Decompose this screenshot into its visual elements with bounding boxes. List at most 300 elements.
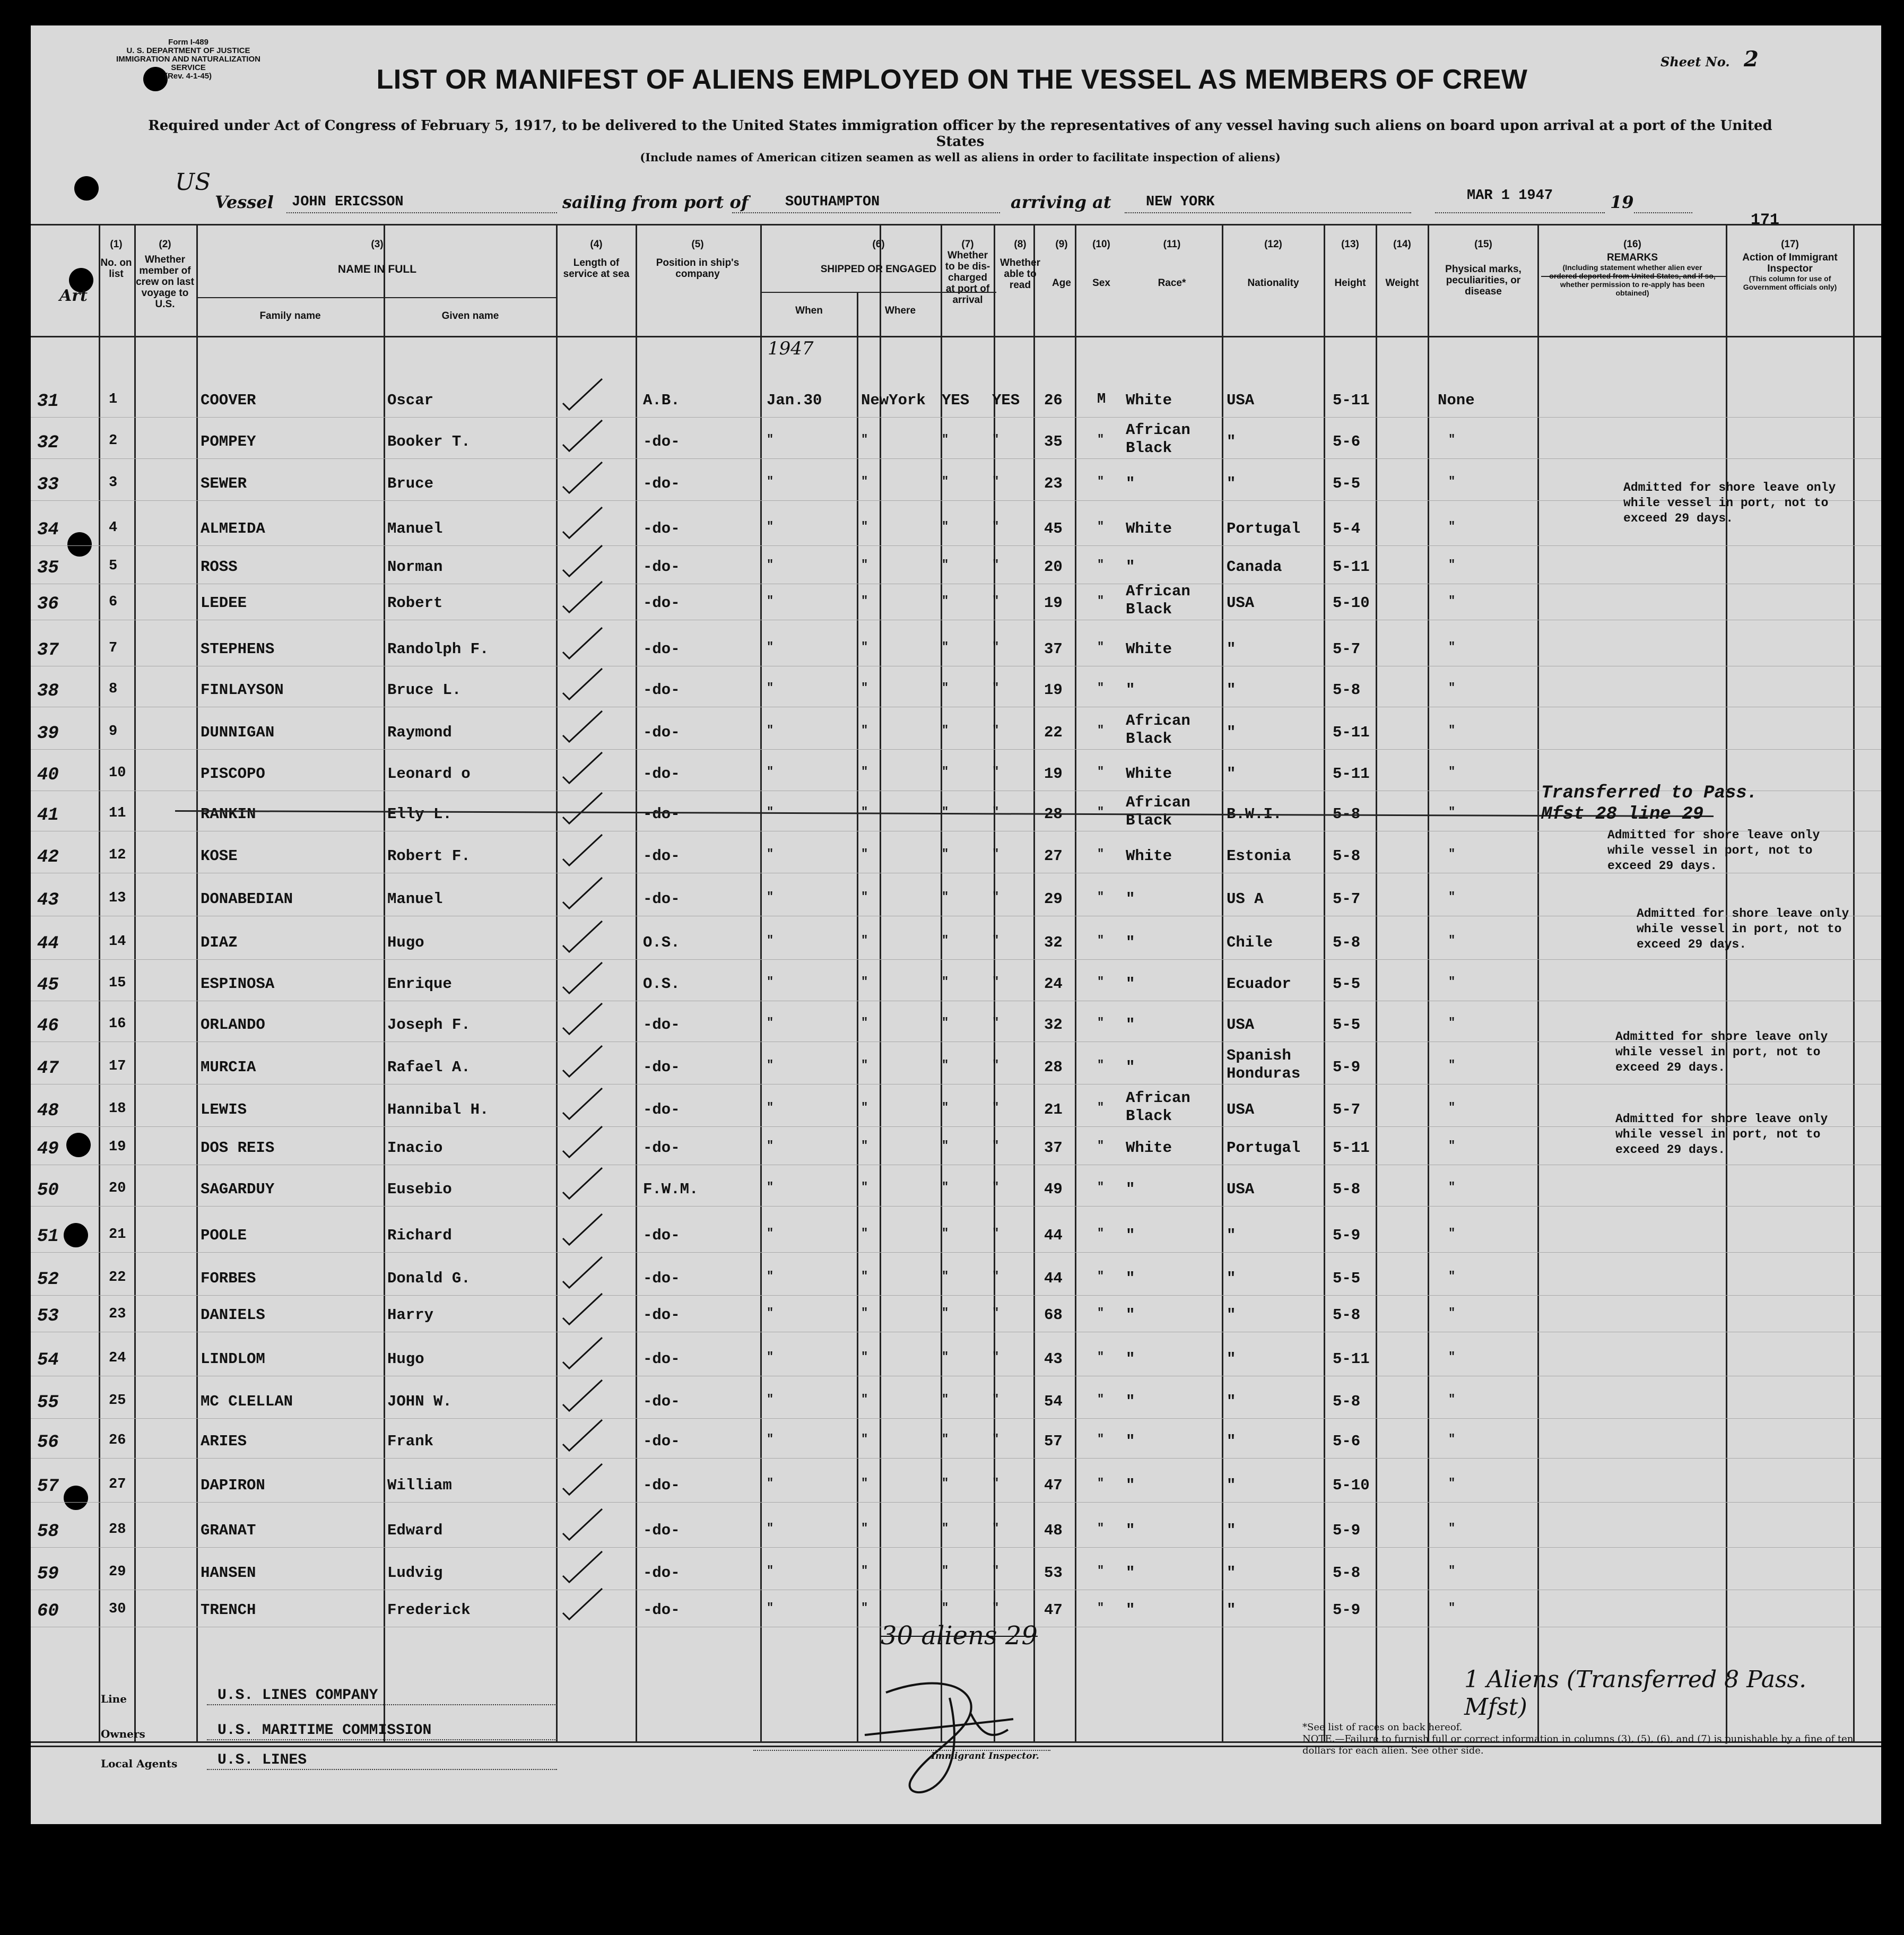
col-header-no xyxy=(100,239,133,280)
position: -do- xyxy=(643,1393,680,1410)
sex: " xyxy=(1097,1101,1105,1114)
remark-line: exceed 29 days. xyxy=(1615,1143,1726,1157)
age: 28 xyxy=(1044,805,1063,823)
check-mark-icon xyxy=(560,874,607,912)
col-header-weight xyxy=(1377,239,1427,289)
col-title: Age xyxy=(1052,277,1071,289)
ref-number: 44 xyxy=(37,934,59,954)
race: " xyxy=(1126,1181,1135,1198)
remark-note xyxy=(1637,906,1849,952)
race: White xyxy=(1126,847,1172,865)
line-number: 11 xyxy=(109,805,126,821)
line-number: 7 xyxy=(109,640,118,656)
col-header-nationality xyxy=(1223,239,1323,289)
nationality: " xyxy=(1227,681,1236,699)
check-mark-icon xyxy=(560,1043,607,1080)
ref-number: 48 xyxy=(37,1101,59,1121)
col-number: (5) xyxy=(691,239,704,250)
left-margin-label: Art xyxy=(59,287,88,305)
col-title: Height xyxy=(1334,277,1366,289)
age: 32 xyxy=(1044,934,1063,951)
height: 5-5 xyxy=(1333,1270,1361,1287)
given-name: JOHN W. xyxy=(387,1393,452,1410)
shipped-col-divider xyxy=(857,293,858,1741)
shipped-where: " xyxy=(861,890,868,904)
row-rule xyxy=(31,458,1881,459)
nationality: " xyxy=(1227,1601,1236,1619)
able-to-read: " xyxy=(992,1270,999,1283)
shipped-when: " xyxy=(767,890,774,904)
line-number: 5 xyxy=(109,558,118,574)
able-to-read: " xyxy=(992,1601,999,1615)
able-to-read: " xyxy=(992,640,999,654)
height: 5-8 xyxy=(1333,934,1361,951)
col-number: (11) xyxy=(1163,239,1181,250)
physical-marks: " xyxy=(1448,1181,1456,1194)
check-mark-icon xyxy=(560,1290,607,1327)
race: " xyxy=(1126,1477,1135,1494)
date-rule xyxy=(1435,212,1605,213)
given-name: Joseph F. xyxy=(387,1016,471,1034)
col-header-race xyxy=(1123,239,1221,289)
line-label: Line xyxy=(101,1693,127,1705)
shipped-where: " xyxy=(861,805,868,819)
position: -do- xyxy=(643,1477,680,1494)
position: -do- xyxy=(643,1227,680,1244)
family-name: ALMEIDA xyxy=(201,520,265,537)
given-name: Rafael A. xyxy=(387,1058,471,1076)
row-rule xyxy=(31,1252,1881,1253)
col-header-when: When xyxy=(795,305,823,316)
physical-marks: " xyxy=(1448,934,1456,947)
col-title: Action of Immigrant Inspector xyxy=(1742,252,1838,274)
height: 5-11 xyxy=(1333,765,1370,783)
physical-marks: " xyxy=(1448,1016,1456,1029)
nationality: USA xyxy=(1227,1181,1255,1198)
line-number: 24 xyxy=(109,1350,126,1366)
agents-rule xyxy=(207,1769,557,1770)
physical-marks: " xyxy=(1448,890,1456,904)
shipped-when: " xyxy=(767,520,774,533)
ref-number: 38 xyxy=(37,681,59,701)
year-label: 19 xyxy=(1610,192,1634,212)
shipped-when: " xyxy=(767,724,774,737)
age: 19 xyxy=(1044,765,1063,783)
position: O.S. xyxy=(643,934,680,951)
position: -do- xyxy=(643,1139,680,1157)
col-number: (4) xyxy=(590,239,603,250)
race: " xyxy=(1126,1058,1135,1076)
col-header-name xyxy=(197,239,557,275)
col-number: (13) xyxy=(1341,239,1359,250)
discharged: " xyxy=(942,1058,949,1072)
able-to-read: " xyxy=(992,890,999,904)
sex: " xyxy=(1097,805,1105,819)
position: -do- xyxy=(643,847,680,865)
ref-number: 45 xyxy=(37,975,59,995)
col-header-sex xyxy=(1082,239,1120,289)
check-mark-icon xyxy=(560,417,607,454)
physical-marks: " xyxy=(1448,805,1456,819)
name-col-divider xyxy=(384,298,385,1741)
form-id-line: IMMIGRATION AND NATURALIZATION SERVICE xyxy=(116,55,260,72)
shipped-when: " xyxy=(767,1227,774,1240)
given-name: Oscar xyxy=(387,392,434,409)
line-number: 21 xyxy=(109,1227,126,1243)
able-to-read: " xyxy=(992,1306,999,1320)
check-mark-icon xyxy=(560,542,607,579)
col-number: (12) xyxy=(1264,239,1282,250)
owners-value: U.S. MARITIME COMMISSION xyxy=(218,1722,432,1739)
col-number: (7) xyxy=(961,239,974,250)
col-number: (2) xyxy=(159,239,171,250)
age: 28 xyxy=(1044,1058,1063,1076)
height: 5-8 xyxy=(1333,681,1361,699)
given-name: Robert F. xyxy=(387,847,471,865)
nationality: Canada xyxy=(1227,558,1282,576)
race: White xyxy=(1126,640,1172,658)
discharged: " xyxy=(942,640,949,654)
row-rule xyxy=(31,1295,1881,1296)
height: 5-8 xyxy=(1333,1306,1361,1324)
col-title: Whether to be dis-charged at port of arrival xyxy=(945,250,990,306)
sex: " xyxy=(1097,1227,1105,1240)
shipped-when: " xyxy=(767,934,774,947)
nationality: " xyxy=(1227,1227,1236,1244)
line-number: 25 xyxy=(109,1393,126,1409)
nationality: " xyxy=(1227,1477,1236,1494)
position: O.S. xyxy=(643,975,680,993)
remark-line: Admitted for shore leave only xyxy=(1607,828,1820,842)
nationality: " xyxy=(1227,1350,1236,1368)
age: 49 xyxy=(1044,1181,1063,1198)
col-header-service xyxy=(558,239,634,280)
able-to-read: " xyxy=(992,1564,999,1577)
col-title: Whether able to read xyxy=(1000,257,1040,291)
nationality: " xyxy=(1227,1564,1236,1582)
family-name: ORLANDO xyxy=(201,1016,265,1034)
col-header-given: Given name xyxy=(441,310,499,322)
row-rule xyxy=(31,1458,1881,1459)
ref-number: 60 xyxy=(37,1601,59,1621)
sex: " xyxy=(1097,1306,1105,1320)
able-to-read: " xyxy=(992,765,999,778)
row-rule xyxy=(31,749,1881,750)
family-name: HANSEN xyxy=(201,1564,256,1582)
nationality: USA xyxy=(1227,1101,1255,1118)
given-name: Leonard o xyxy=(387,765,471,783)
col-title: Length of service at sea xyxy=(563,257,630,280)
vessel-rule xyxy=(286,212,557,213)
remark-note xyxy=(1607,828,1820,874)
sex: " xyxy=(1097,1477,1105,1490)
family-name: FORBES xyxy=(201,1270,256,1287)
shipped-where: " xyxy=(861,1350,868,1364)
sex: " xyxy=(1097,475,1105,488)
check-mark-icon xyxy=(560,959,607,996)
col-header-action xyxy=(1727,239,1853,291)
age: 47 xyxy=(1044,1477,1063,1494)
row-rule xyxy=(31,1206,1881,1207)
nationality: " xyxy=(1227,1270,1236,1287)
aliens-hand-note: 1 Aliens (Transferred 8 Pass. Mfst) xyxy=(1464,1666,1807,1721)
nationality: " xyxy=(1227,724,1236,741)
physical-marks: " xyxy=(1448,681,1456,695)
discharged: " xyxy=(942,1101,949,1114)
shipped-when: " xyxy=(767,1016,774,1029)
owners-rule xyxy=(207,1739,557,1740)
race: " xyxy=(1126,1350,1135,1368)
remark-line: exceed 29 days. xyxy=(1637,938,1747,951)
physical-marks: " xyxy=(1448,1564,1456,1577)
col-number: (3) xyxy=(371,239,384,250)
check-mark-icon xyxy=(560,749,607,786)
ref-number: 32 xyxy=(37,433,59,453)
able-to-read: " xyxy=(992,1350,999,1364)
family-name: COOVER xyxy=(201,392,256,409)
shipped-when: " xyxy=(767,805,774,819)
nationality: US A xyxy=(1227,890,1264,908)
able-to-read: " xyxy=(992,1393,999,1406)
age: 45 xyxy=(1044,520,1063,537)
sex: " xyxy=(1097,1564,1105,1577)
nationality: " xyxy=(1227,640,1236,658)
race: " xyxy=(1126,1564,1135,1582)
physical-marks: " xyxy=(1448,1433,1456,1446)
physical-marks: " xyxy=(1448,520,1456,533)
family-name: LINDLOM xyxy=(201,1350,265,1368)
line-number: 18 xyxy=(109,1101,126,1117)
discharged: " xyxy=(942,975,949,988)
height: 5-7 xyxy=(1333,640,1361,658)
family-name: LEWIS xyxy=(201,1101,247,1118)
height: 5-11 xyxy=(1333,392,1370,409)
height: 5-6 xyxy=(1333,1433,1361,1450)
able-to-read: YES xyxy=(992,392,1020,409)
sex: " xyxy=(1097,1058,1105,1072)
shipped-where: " xyxy=(861,1306,868,1320)
ref-number: 47 xyxy=(37,1058,59,1079)
sex: " xyxy=(1097,1016,1105,1029)
col-header-where: Where xyxy=(884,305,916,316)
discharged: " xyxy=(942,1306,949,1320)
family-name: POMPEY xyxy=(201,433,256,450)
line-number: 20 xyxy=(109,1181,126,1196)
subtitle-text: Required under Act of Congress of February 5, 1917, to be delivered to the United States immigration officer by the representatives of any vessel having such aliens on board upon arrival at a port of the United States xyxy=(148,118,1772,150)
nationality: Portugal xyxy=(1227,520,1301,537)
shipped-where: " xyxy=(861,1181,868,1194)
position: -do- xyxy=(643,520,680,537)
vessel-name: JOHN ERICSSON xyxy=(292,194,404,210)
given-name: Ludvig xyxy=(387,1564,443,1582)
grid-line xyxy=(1222,224,1223,1741)
shipped-where: " xyxy=(861,558,868,571)
able-to-read: " xyxy=(992,594,999,608)
row-rule xyxy=(31,1547,1881,1548)
col-number: (16) xyxy=(1623,239,1641,250)
physical-marks: " xyxy=(1448,1477,1456,1490)
age: 47 xyxy=(1044,1601,1063,1619)
given-name: Raymond xyxy=(387,724,452,741)
family-name: SEWER xyxy=(201,475,247,492)
ref-number: 58 xyxy=(37,1522,59,1542)
race: " xyxy=(1126,558,1135,576)
position: -do- xyxy=(643,1522,680,1539)
nationality: Chile xyxy=(1227,934,1273,951)
col-subtitle: (This column for use of Government officials only) xyxy=(1743,274,1837,291)
totals-note: 30 aliens 29 xyxy=(881,1621,1038,1651)
shipped-when: " xyxy=(767,847,774,861)
remark-line: Transferred to Pass. xyxy=(1541,783,1758,803)
family-name: FINLAYSON xyxy=(201,681,284,699)
manifest-grid xyxy=(31,224,1881,1741)
nationality: Ecuador xyxy=(1227,975,1291,993)
sex: " xyxy=(1097,890,1105,904)
sheet-label: Sheet No. xyxy=(1660,54,1730,70)
remark-note xyxy=(1623,480,1836,526)
height: 5-8 xyxy=(1333,1393,1361,1410)
position: -do- xyxy=(643,433,680,450)
ref-number: 42 xyxy=(37,847,59,867)
family-name: TRENCH xyxy=(201,1601,256,1619)
family-name: KOSE xyxy=(201,847,238,865)
remark-line: Admitted for shore leave only xyxy=(1637,907,1849,921)
race: " xyxy=(1126,1016,1135,1034)
able-to-read: " xyxy=(992,1227,999,1240)
remark-line: while vessel in port, not to xyxy=(1607,844,1813,857)
given-name: Richard xyxy=(387,1227,452,1244)
family-name: MC CLELLAN xyxy=(201,1393,293,1410)
race: " xyxy=(1126,1433,1135,1450)
sex: " xyxy=(1097,433,1105,446)
remark-note xyxy=(1615,1029,1828,1075)
shipped-when: " xyxy=(767,1101,774,1114)
height: 5-11 xyxy=(1333,724,1370,741)
position: -do- xyxy=(643,1601,680,1619)
sex: " xyxy=(1097,934,1105,947)
discharged: " xyxy=(942,890,949,904)
year-note: 1947 xyxy=(768,338,814,359)
col-title: SHIPPED OR ENGAGED xyxy=(820,264,937,275)
check-mark-icon xyxy=(560,1085,607,1122)
col-title: Sex xyxy=(1092,277,1110,289)
age: 44 xyxy=(1044,1227,1063,1244)
grid-line xyxy=(1075,224,1076,1741)
physical-marks: " xyxy=(1448,475,1456,488)
shipped-when: " xyxy=(767,1270,774,1283)
given-name: Harry xyxy=(387,1306,434,1324)
able-to-read: " xyxy=(992,1522,999,1535)
owners-label: Owners xyxy=(101,1728,145,1740)
line-number: 9 xyxy=(109,724,118,740)
discharged: " xyxy=(942,1522,949,1535)
remark-line: exceed 29 days. xyxy=(1615,1061,1726,1074)
check-mark-icon xyxy=(560,1417,607,1454)
physical-marks: " xyxy=(1448,847,1456,861)
age: 21 xyxy=(1044,1101,1063,1118)
race: " xyxy=(1126,890,1135,908)
sex: " xyxy=(1097,1139,1105,1152)
check-mark-icon xyxy=(560,1123,607,1160)
footer-note xyxy=(1302,1722,1859,1757)
remark-line: Mfst 28 line 29 xyxy=(1541,804,1704,825)
physical-marks: " xyxy=(1448,975,1456,988)
col-number: (17) xyxy=(1781,239,1799,250)
ref-number: 57 xyxy=(37,1477,59,1497)
ref-number: 49 xyxy=(37,1139,59,1159)
shipped-when: " xyxy=(767,594,774,608)
shipped-when: " xyxy=(767,1350,774,1364)
age: 32 xyxy=(1044,1016,1063,1034)
nationality: Estonia xyxy=(1227,847,1291,865)
line-number: 16 xyxy=(109,1016,126,1032)
physical-marks: " xyxy=(1448,1601,1456,1615)
remark-line: while vessel in port, not to xyxy=(1615,1045,1821,1059)
shipped-when: Jan.30 xyxy=(767,392,822,409)
position: -do- xyxy=(643,1433,680,1450)
discharged: " xyxy=(942,1393,949,1406)
nationality: USA xyxy=(1227,392,1255,409)
age: 48 xyxy=(1044,1522,1063,1539)
ref-number: 46 xyxy=(37,1016,59,1036)
line-number: 2 xyxy=(109,433,118,449)
shipped-when: " xyxy=(767,681,774,695)
sex: " xyxy=(1097,1393,1105,1406)
discharged: " xyxy=(942,1016,949,1029)
race: African Black xyxy=(1126,583,1190,618)
age: 44 xyxy=(1044,1270,1063,1287)
remark-line: while vessel in port, not to xyxy=(1623,496,1829,510)
col-header-read xyxy=(995,239,1046,291)
shipped-where: " xyxy=(861,1477,868,1490)
manifest-stamp: 171 xyxy=(1751,211,1780,229)
age: 37 xyxy=(1044,1139,1063,1157)
age: 54 xyxy=(1044,1393,1063,1410)
line-number: 28 xyxy=(109,1522,126,1538)
ref-number: 39 xyxy=(37,724,59,744)
grid-line xyxy=(1428,224,1429,1741)
age: 23 xyxy=(1044,475,1063,492)
discharged: " xyxy=(942,558,949,571)
able-to-read: " xyxy=(992,558,999,571)
grid-line xyxy=(556,224,558,1741)
arriving-rule xyxy=(1125,212,1411,213)
discharged: " xyxy=(942,847,949,861)
discharged: " xyxy=(942,805,949,819)
col-header-last-voyage xyxy=(136,239,194,310)
nationality: B.W.I. xyxy=(1227,805,1282,823)
row-rule xyxy=(31,1418,1881,1419)
family-name: RANKIN xyxy=(201,805,256,823)
physical-marks: " xyxy=(1448,1139,1456,1152)
remark-line: while vessel in port, not to xyxy=(1615,1127,1821,1141)
able-to-read: " xyxy=(992,1477,999,1490)
shipped-where: " xyxy=(861,681,868,695)
age: 35 xyxy=(1044,433,1063,450)
shipped-when: " xyxy=(767,640,774,654)
row-rule xyxy=(31,1502,1881,1503)
shipped-where: " xyxy=(861,640,868,654)
col-title: REMARKS xyxy=(1606,252,1658,263)
race: White xyxy=(1126,765,1172,783)
line-number: 3 xyxy=(109,475,118,491)
given-name: Bruce L. xyxy=(387,681,462,699)
grid-line xyxy=(196,224,198,1741)
physical-marks: " xyxy=(1448,640,1456,654)
nationality: " xyxy=(1227,1306,1236,1324)
given-name: Robert xyxy=(387,594,443,612)
check-mark-icon xyxy=(560,1000,607,1037)
